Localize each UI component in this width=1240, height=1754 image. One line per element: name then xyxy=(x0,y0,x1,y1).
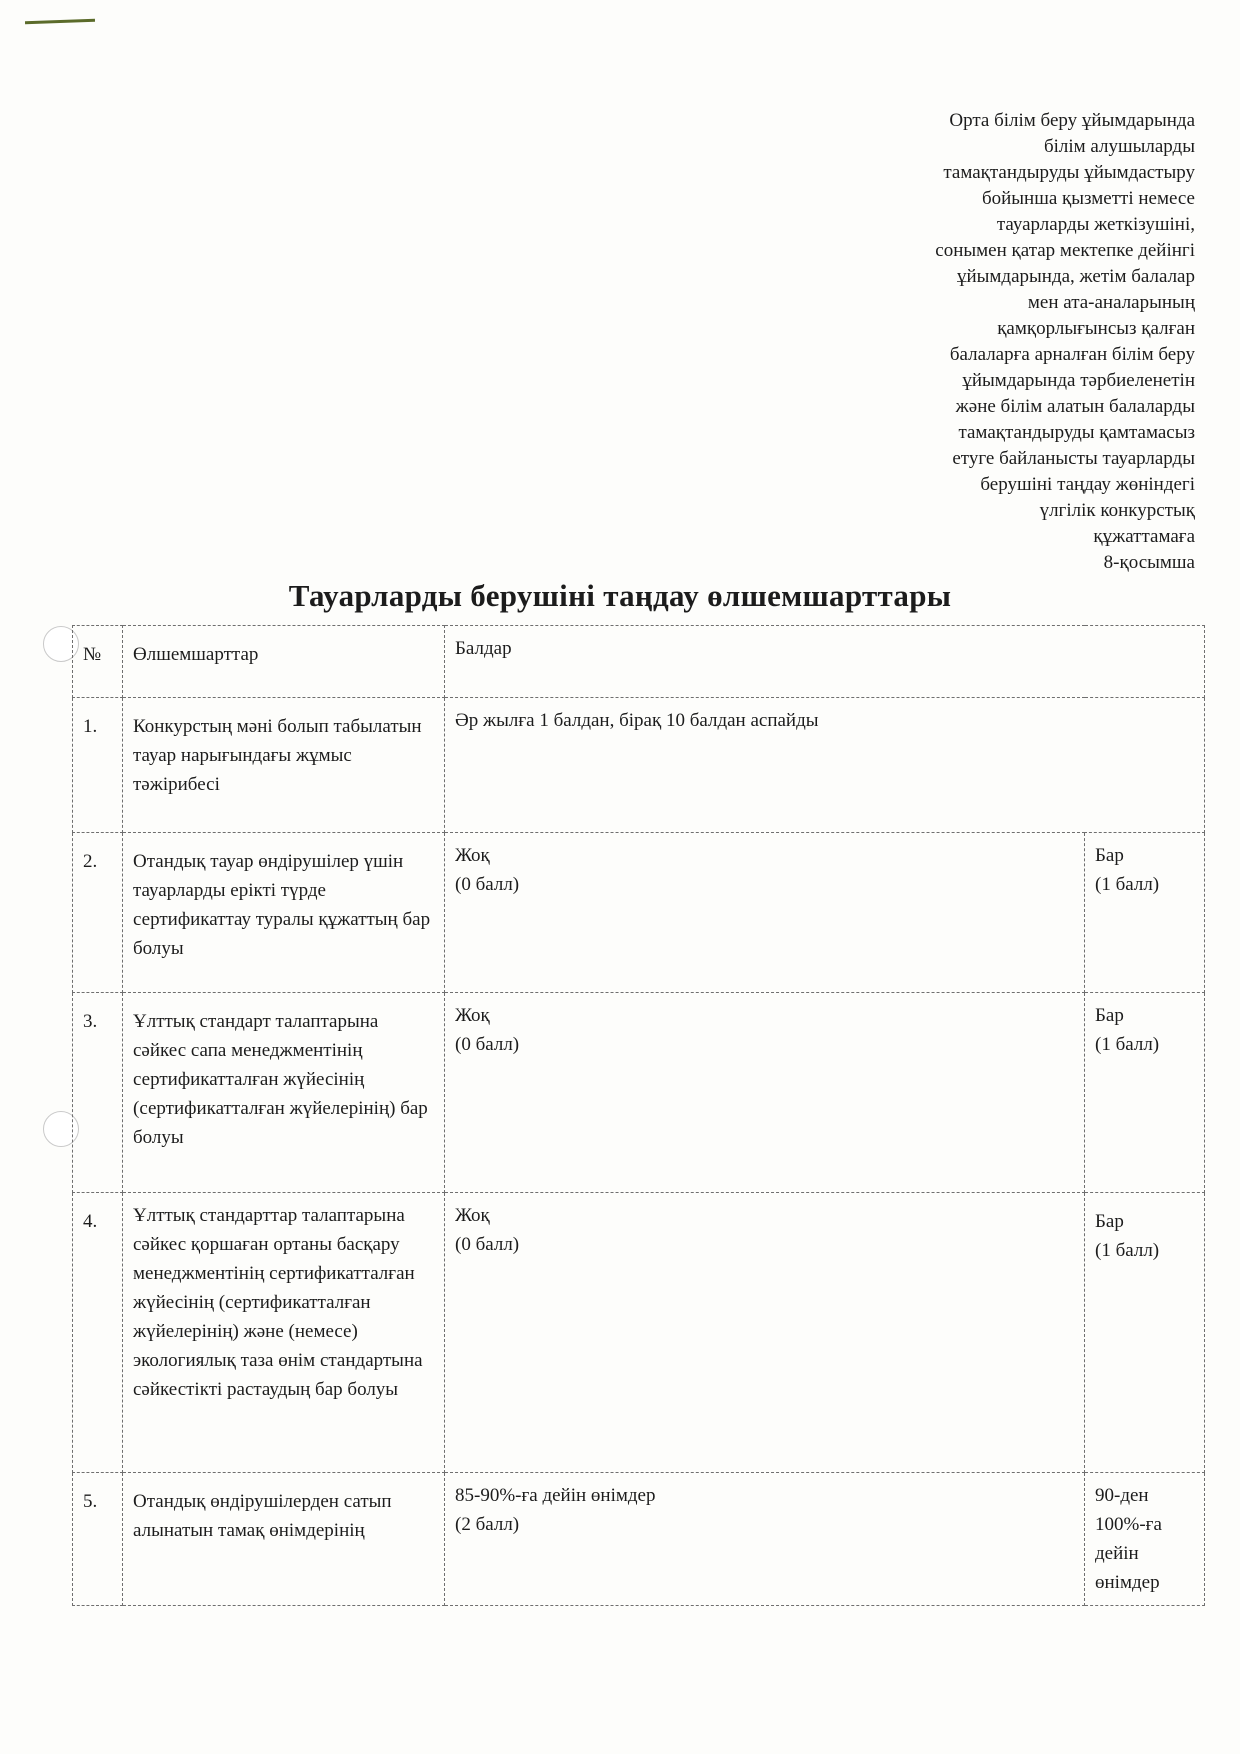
annex-line: етуге байланысты тауарларды xyxy=(952,448,1195,469)
annex-line: тамақтандыруды ұйымдастыру xyxy=(943,162,1195,183)
yes-score: (1 балл) xyxy=(1095,1240,1160,1261)
criteria-table xyxy=(72,625,1205,1606)
row-criterion: Отандық тауар өндірушілер үшін тауарларды ерікті түрде сертификаттау туралы құжаттың бар болуы xyxy=(123,833,445,993)
annex-line: 8-қосымша xyxy=(1103,552,1195,573)
no-label: 85-90%-ға дейін өнімдер xyxy=(455,1485,656,1506)
annex-line: тамақтандыруды қамтамасыз xyxy=(958,422,1195,443)
annex-note xyxy=(675,108,1195,576)
row-number: 2. xyxy=(73,833,123,993)
row-points-no xyxy=(445,993,1085,1193)
row-points-yes xyxy=(1085,833,1205,993)
annex-line: Орта білім беру ұйымдарында xyxy=(949,110,1195,131)
table-row xyxy=(73,1193,1205,1473)
yes-label: Бар xyxy=(1095,1005,1124,1026)
row-number: 4. xyxy=(73,1193,123,1473)
table-row xyxy=(73,833,1205,993)
table-row xyxy=(73,993,1205,1193)
header-points: Балдар xyxy=(445,626,1205,698)
row-criterion: Отандық өндірушілерден сатып алынатын тамақ өнімдерінің xyxy=(123,1473,445,1606)
yes-label: Бар xyxy=(1095,845,1124,866)
no-label: Жоқ xyxy=(455,845,490,866)
row-points-yes xyxy=(1085,993,1205,1193)
row-points-no xyxy=(445,1473,1085,1606)
annex-line: ұйымдарында тәрбиеленетін xyxy=(962,370,1195,391)
annex-line: тауарларды жеткізушіні, xyxy=(996,214,1195,235)
annex-line: берушіні таңдау жөніндегі xyxy=(980,474,1195,495)
table-row xyxy=(73,698,1205,833)
no-label: Жоқ xyxy=(455,1205,490,1226)
annex-line: және білім алатын балаларды xyxy=(955,396,1195,417)
annex-line: үлгілік конкурстық xyxy=(1039,500,1195,521)
row-number: 5. xyxy=(73,1473,123,1606)
annex-line: құжаттамаға xyxy=(1093,526,1195,547)
yes-score: (1 балл) xyxy=(1095,1034,1160,1055)
row-points-yes: 90-ден 100%-ға дейін өнімдер xyxy=(1085,1473,1205,1606)
annex-line: қамқорлығынсыз қалған xyxy=(997,318,1195,339)
header-criterion: Өлшемшарттар xyxy=(123,626,445,698)
row-number: 3. xyxy=(73,993,123,1193)
no-score: (2 балл) xyxy=(455,1514,520,1535)
row-points-yes xyxy=(1085,1193,1205,1473)
yes-score: (1 балл) xyxy=(1095,874,1160,895)
annex-line: бойынша қызметті немесе xyxy=(981,188,1195,209)
row-criterion: Ұлттық стандарт талаптарына сәйкес сапа менеджментінің сертификатталған жүйесінің (сертификатталған жүйелерінің) бар болуы xyxy=(123,993,445,1193)
no-score: (0 балл) xyxy=(455,874,520,895)
annex-line: балаларға арналған білім беру xyxy=(949,344,1195,365)
annex-line: білім алушыларды xyxy=(1043,136,1195,157)
no-label: Жоқ xyxy=(455,1005,490,1026)
row-criterion: Конкурстың мәні болып табылатын тауар нарығындағы жұмыс тәжірибесі xyxy=(123,698,445,833)
row-points-no xyxy=(445,833,1085,993)
annex-line: мен ата-аналарының xyxy=(1027,292,1195,313)
scan-mark xyxy=(25,19,95,24)
row-number: 1. xyxy=(73,698,123,833)
row-criterion: Ұлттық стандарттар талаптарына сәйкес қоршаған ортаны басқару менеджментінің сертификатталған жүйесінің (сертификатталған жүйелерінің) және (немесе) экологиялық таза өнім стандартына сәйкестікті растаудың бар болуы xyxy=(123,1193,445,1473)
table-row xyxy=(73,1473,1205,1606)
header-number: № xyxy=(73,626,123,698)
page-title: Тауарларды берушіні таңдау өлшемшарттары xyxy=(288,578,952,613)
row-points-no xyxy=(445,1193,1085,1473)
no-score: (0 балл) xyxy=(455,1034,520,1055)
no-score: (0 балл) xyxy=(455,1234,520,1255)
annex-line: ұйымдарында, жетім балалар xyxy=(956,266,1195,287)
annex-line: сонымен қатар мектепке дейінгі xyxy=(935,240,1195,261)
yes-label: Бар xyxy=(1095,1211,1124,1232)
row-points: Әр жылға 1 балдан, бірақ 10 балдан аспайды xyxy=(445,698,1205,833)
table-header-row xyxy=(73,626,1205,698)
